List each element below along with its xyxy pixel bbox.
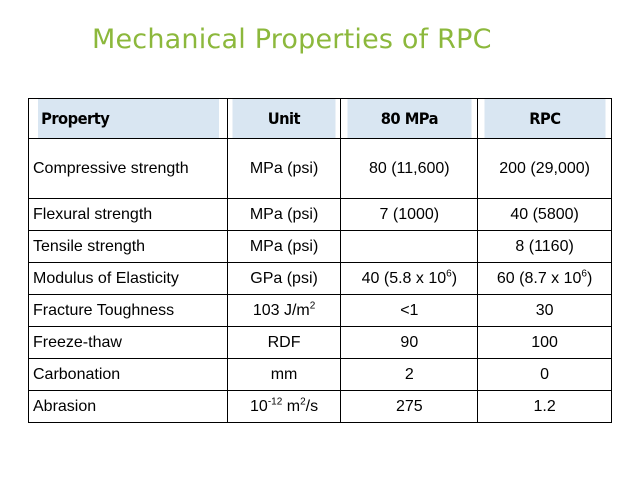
table-row — [29, 231, 612, 263]
cell-rpc: 0 — [478, 359, 612, 391]
cell-property: Fracture Toughness — [29, 295, 228, 327]
cell-property: Carbonation — [29, 359, 228, 391]
table-row — [29, 359, 612, 391]
table-row — [29, 327, 612, 359]
cell-80mpa: <1 — [341, 295, 478, 327]
cell-rpc: 100 — [478, 327, 612, 359]
table-row — [29, 391, 612, 423]
cell-unit: RDF — [227, 327, 341, 359]
cell-property: Freeze-thaw — [29, 327, 228, 359]
header-unit: Unit — [232, 99, 337, 139]
header-property: Property — [36, 99, 219, 139]
header-80mpa: 80 MPa — [346, 99, 472, 139]
table-row — [29, 263, 612, 295]
cell-unit: MPa (psi) — [227, 199, 341, 231]
cell-80mpa: 80 (11,600) — [341, 139, 478, 199]
cell-rpc: 200 (29,000) — [478, 139, 612, 199]
cell-unit: MPa (psi) — [227, 231, 341, 263]
slide-title: Mechanical Properties of RPC — [92, 24, 492, 55]
table-row — [29, 139, 612, 199]
cell-rpc: 40 (5800) — [478, 199, 612, 231]
cell-unit: MPa (psi) — [227, 139, 341, 199]
cell-80mpa: 40 (5.8 x $10^6$) — [341, 263, 478, 295]
cell-property: Abrasion — [29, 391, 228, 423]
table-row — [29, 295, 612, 327]
cell-rpc: 30 — [478, 295, 612, 327]
cell-80mpa: 7 (1000) — [341, 199, 478, 231]
properties-table — [28, 98, 612, 423]
cell-property: Tensile strength — [29, 231, 228, 263]
header-rpc: RPC — [483, 99, 606, 139]
cell-80mpa: 90 — [341, 327, 478, 359]
cell-80mpa — [341, 231, 478, 263]
cell-unit: GPa (psi) — [227, 263, 341, 295]
cell-property: Flexural strength — [29, 199, 228, 231]
cell-property: Modulus of Elasticity — [29, 263, 228, 295]
cell-property: Compressive strength — [29, 139, 228, 199]
cell-rpc: 1.2 — [478, 391, 612, 423]
cell-80mpa: 2 — [341, 359, 478, 391]
cell-80mpa: 275 — [341, 391, 478, 423]
cell-unit: $10^{-12}$ $m^2/s$ — [227, 391, 341, 423]
cell-rpc: 8 (1160) — [478, 231, 612, 263]
cell-rpc: 60 (8.7 x $10^6$) — [478, 263, 612, 295]
table-header-row — [29, 99, 612, 139]
table-row — [29, 199, 612, 231]
cell-unit: 103 $J/m^2$ — [227, 295, 341, 327]
cell-unit: mm — [227, 359, 341, 391]
